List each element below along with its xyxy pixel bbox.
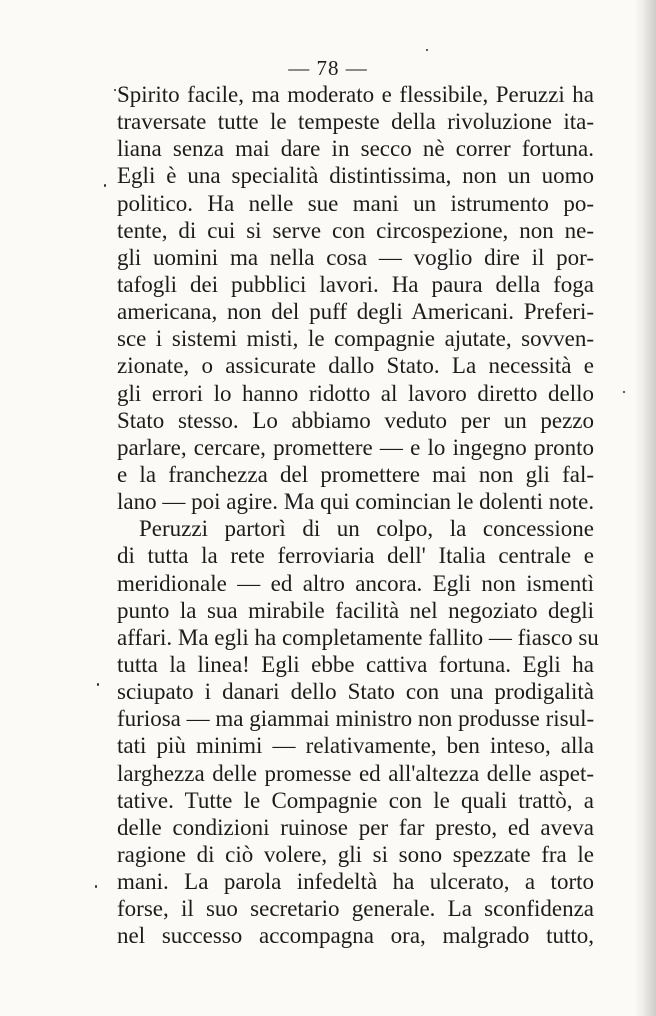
text-line: nel successo accompagna ora, malgrado tutto, <box>117 923 594 949</box>
page-edge-shadow <box>634 0 656 1016</box>
body-text <box>117 81 599 950</box>
ink-speck <box>97 683 99 686</box>
text-line: furiosa — ma giammai ministro non produsse risul- <box>117 706 595 732</box>
text-line: Stato stesso. Lo abbiamo veduto per un pezzo <box>117 407 594 433</box>
text-line: sce i sistemi misti, le compagnie ajutate, sovven- <box>117 326 594 352</box>
text-line: larghezza delle promesse ed all'altezza delle aspet- <box>117 760 594 786</box>
text-line: tati più minimi — relativamente, ben inteso, alla <box>117 733 594 759</box>
text-line: politico. Ha nelle sue mani un istrumento po- <box>117 190 594 216</box>
ink-speck <box>426 49 428 51</box>
text-line: tente, di cui si serve con circospezione, non ne- <box>117 217 594 243</box>
text-line: ragione di ciò volere, gli si sono spezzate fra le <box>117 841 594 867</box>
text-line: punto la sua mirabile facilità nel negoziato degli <box>117 597 594 623</box>
ink-speck <box>104 184 106 187</box>
ink-speck <box>623 391 625 393</box>
text-line: tafogli dei pubblici lavori. Ha paura della foga <box>117 271 594 297</box>
page-number: — 78 — <box>288 56 368 80</box>
text-line: zionate, o assicurate dallo Stato. La necessità e <box>117 353 594 379</box>
text-line: delle condizioni ruinose per far presto, ed aveva <box>117 814 594 840</box>
ink-speck <box>114 89 116 91</box>
text-line: di tutta la rete ferroviaria dell' Italia centrale e <box>117 543 594 569</box>
text-line: mani. La parola infedeltà ha ulcerato, a torto <box>117 869 594 895</box>
text-line: tative. Tutte le Compagnie con le quali trattò, a <box>117 787 594 813</box>
text-line: traversate tutte le tempeste della rivoluzione ita- <box>117 109 594 135</box>
text-line: liana senza mai dare in secco nè correr fortuna. <box>117 136 594 162</box>
text-line: tutta la linea! Egli ebbe cattiva fortuna. Egli ha <box>117 651 594 677</box>
text-line: gli uomini ma nella cosa — voglio dire il por- <box>117 244 594 270</box>
text-line: Spirito facile, ma moderato e flessibile, Peruzzi ha <box>117 82 594 107</box>
text-line: meridionale — ed altro ancora. Egli non ismentì <box>117 570 594 596</box>
text-line: Peruzzi partorì di un colpo, la concessione <box>139 516 594 542</box>
text-line: affari. Ma egli ha completamente fallito — fiasco su <box>117 624 599 650</box>
text-line: sciupato i danari dello Stato con una prodigalità <box>117 679 594 705</box>
text-line: americana, non del puff degli Americani. Preferi- <box>117 299 594 325</box>
text-line: lano — poi agire. Ma qui comincian le dolenti note. <box>117 489 595 515</box>
text-line: Egli è una specialità distintissima, non un uomo <box>117 163 594 189</box>
ink-speck <box>95 885 97 888</box>
text-line: forse, il suo secretario generale. La sconfidenza <box>117 896 594 922</box>
text-line: e la franchezza del promettere mai non gli fal- <box>117 461 594 487</box>
text-line: parlare, cercare, promettere — e lo ingegno pronto <box>117 434 594 460</box>
text-line: gli errori lo hanno ridotto al lavoro diretto dello <box>117 380 594 406</box>
